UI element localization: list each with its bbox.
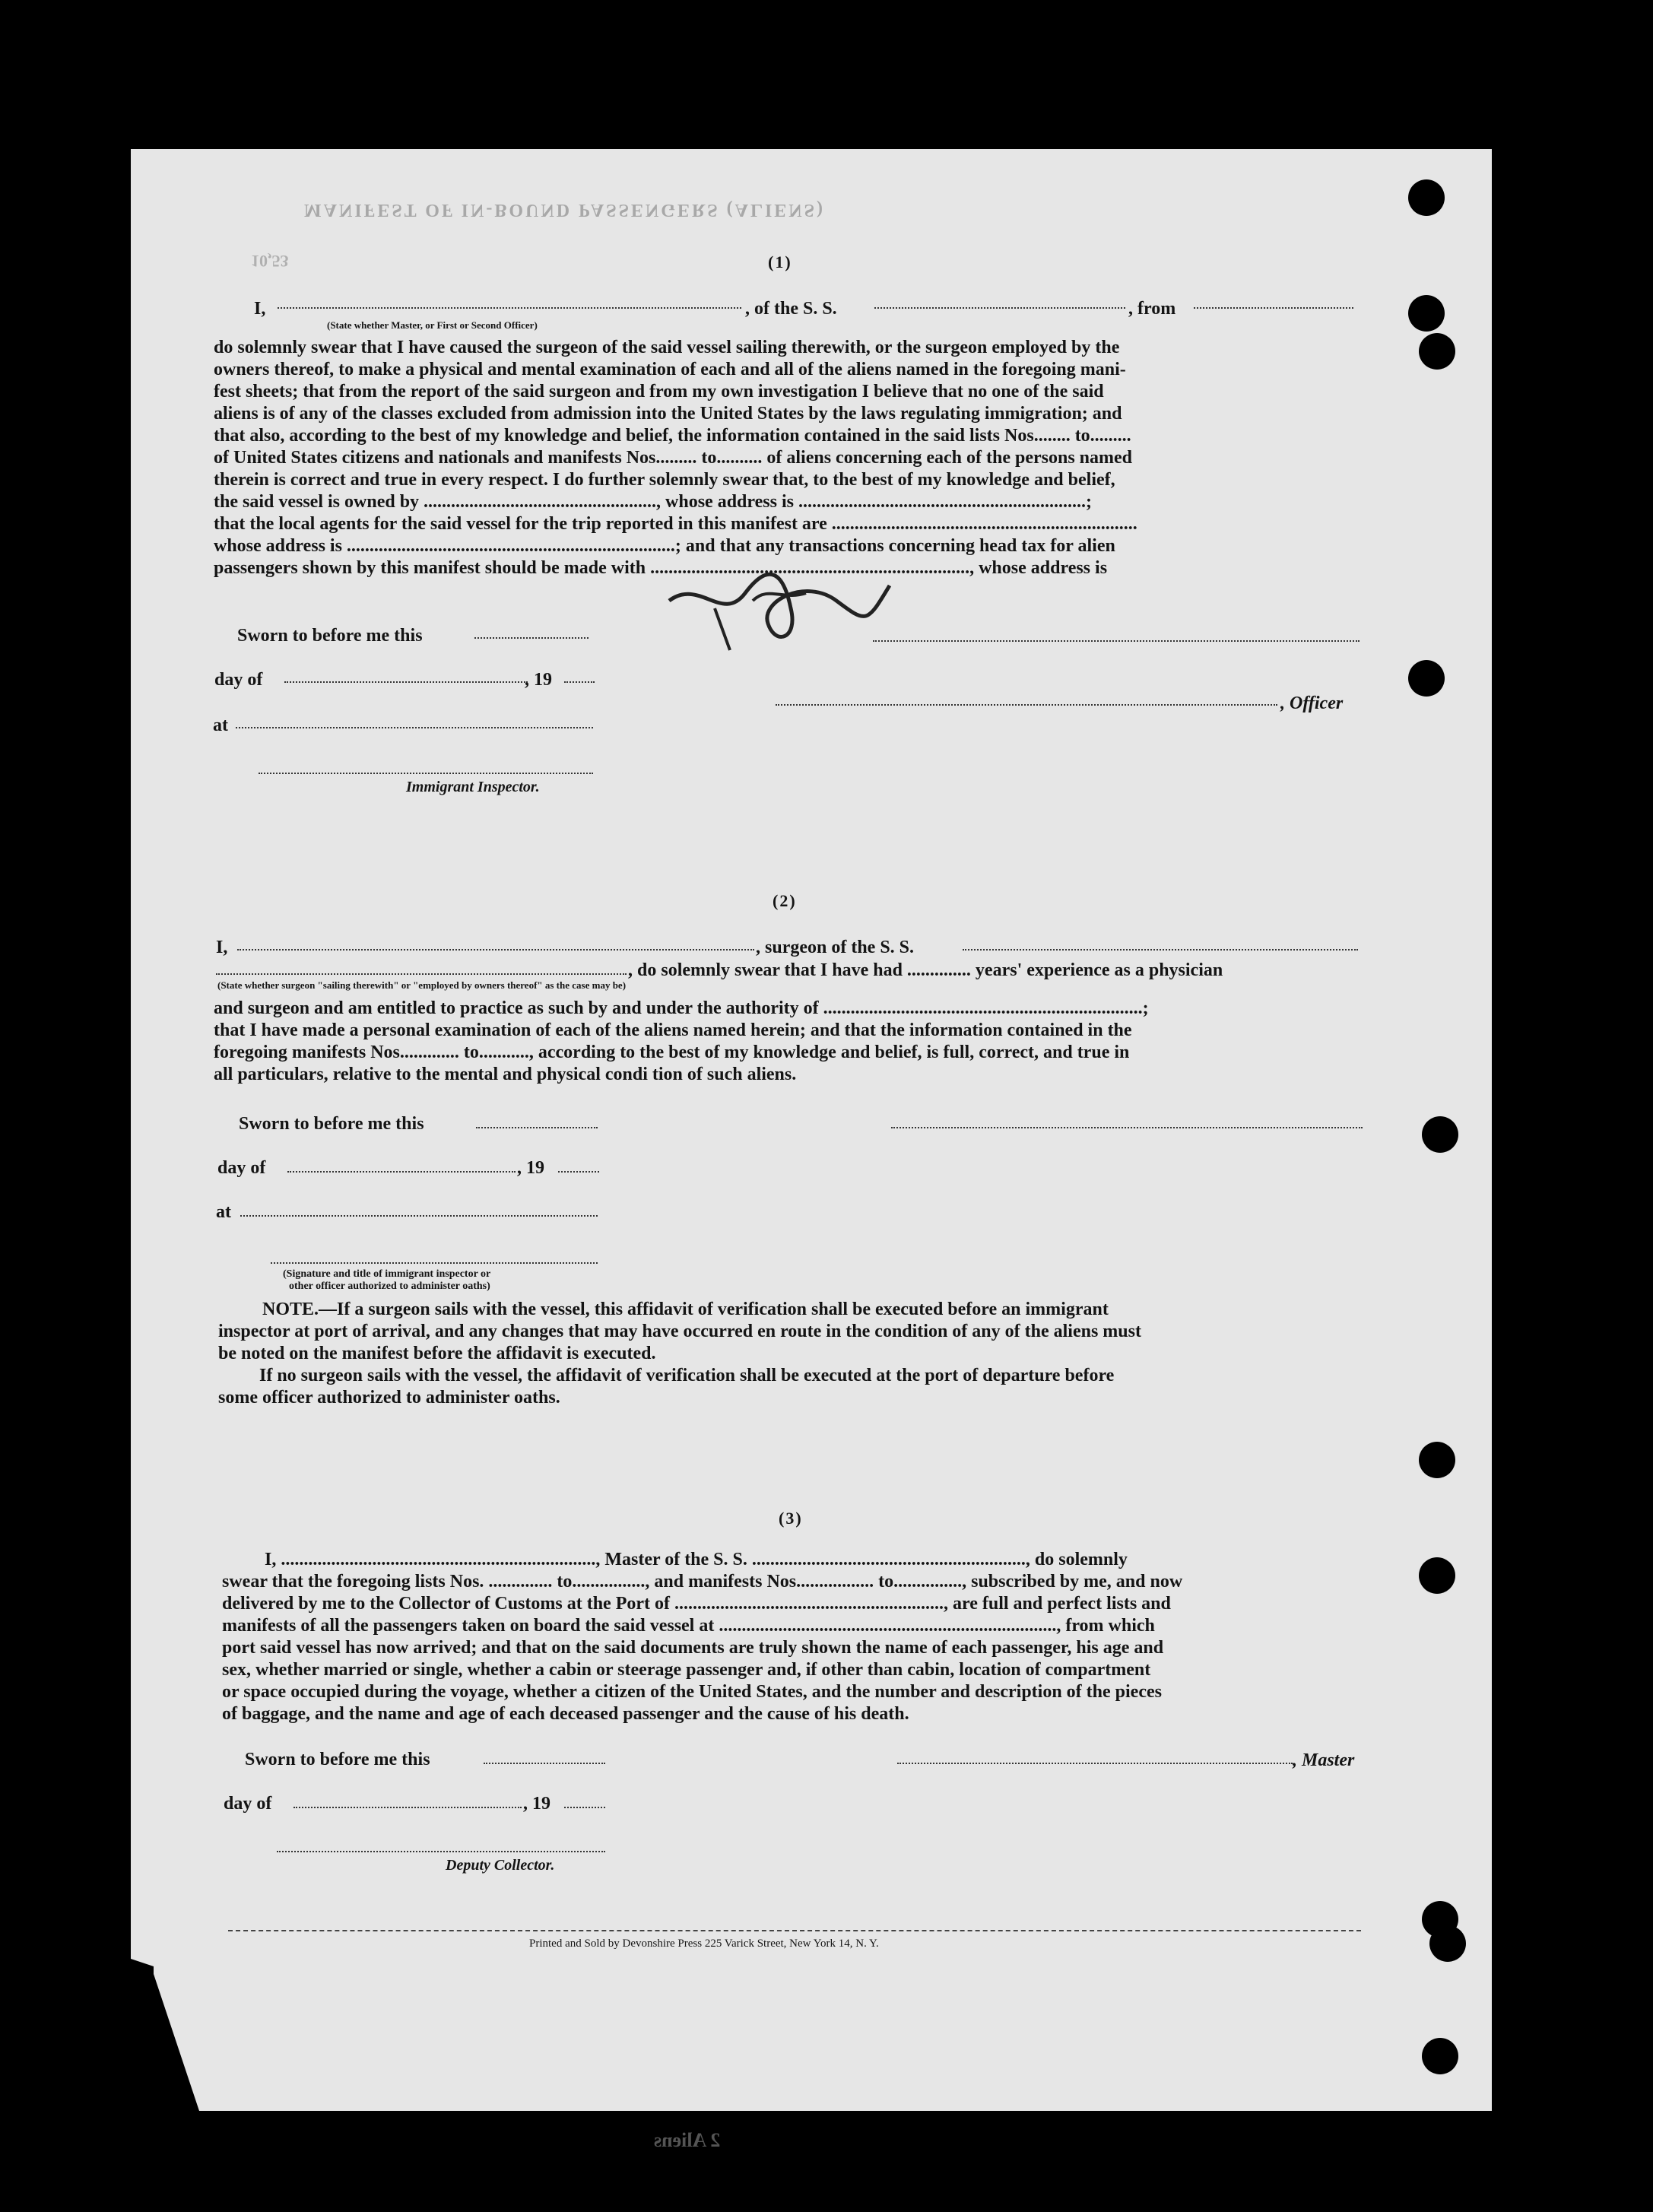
surgeon-of-label: , surgeon of the S. S. [756,938,915,957]
note-line: If no surgeon sails with the vessel, the affidavit of verification shall be executed at the port of departure before [259,1366,1115,1385]
note-line: be noted on the manifest before the affidavit is executed. [218,1344,656,1363]
s2-year-field[interactable] [558,1171,599,1173]
s3-year-label: , 19 [523,1794,550,1814]
section-2-number: (2) [773,891,797,910]
s2-line: foregoing manifests Nos............. to..........., according to the best of my knowledge and belief, is full, correct, and true in [214,1043,1130,1062]
s3-line: port said vessel has now arrived; and that on the said documents are truly shown the name of each passenger, his age and [222,1638,1164,1658]
s1-sworn-label: Sworn to before me this [237,626,423,646]
s1-inspector-caption: Immigrant Inspector. [406,779,540,795]
s2-line: all particulars, relative to the mental and physical condi tion of such aliens. [214,1065,797,1084]
s1-year-field[interactable] [564,681,595,683]
s1-line: the said vessel is owned by ..................................................., whose address is ...............................................................; [214,492,1092,512]
punch-hole [1408,660,1445,697]
s1-line: that also, according to the best of my knowledge and belief, the information contained in the said lists Nos........ to......... [214,426,1131,446]
s2-sworn-field[interactable] [476,1127,598,1128]
s2-sworn-label: Sworn to before me this [239,1114,424,1134]
s3-line: or space occupied during the voyage, whether a citizen of the United States, and the number and description of the pieces [222,1682,1162,1702]
s3-day-field[interactable] [293,1807,522,1808]
s3-master-field[interactable] [897,1763,1293,1764]
punch-hole [1419,1442,1455,1478]
s1-line: of United States citizens and nationals and manifests Nos......... to.......... of aliens concerning each of the persons named [214,448,1133,468]
s2-at-label: at [216,1202,231,1222]
punch-hole [1408,295,1445,332]
punch-hole [1408,179,1445,216]
section-2-lead: I, [216,938,228,957]
s2-signature-field[interactable] [891,1127,1363,1128]
s1-at-field[interactable] [236,727,593,728]
reversed-stamp: MANIFEST OF IN-BOUND PASSENGERS (ALIENS) [304,200,825,220]
s3-day-of-label: day of [224,1794,272,1814]
s2-day-of-label: day of [217,1158,266,1178]
section-1-lead: I, [254,299,266,319]
s1-line: therein is correct and true in every respect. I do further solemnly swear that, to the best of my knowledge and belief, [214,470,1115,490]
s2-day-field[interactable] [287,1171,516,1173]
surgeon-name-field[interactable] [237,949,754,950]
s1-line: owners thereof, to make a physical and mental examination of each and all of the aliens named in the foregoing mani- [214,360,1126,379]
s2-caption: (State whether surgeon "sailing therewith" or "employed by owners thereof" as the case may be) [217,979,627,991]
from-label: , from [1128,299,1176,319]
section-3-number: (3) [779,1509,803,1528]
surgeon-type-field[interactable] [216,973,627,975]
s1-sworn-field[interactable] [474,637,589,639]
punch-hole [1419,1557,1455,1594]
s1-at-label: at [213,716,228,735]
s1-line: that the local agents for the said vessel for the trip reported in this manifest are ................................................................... [214,514,1137,534]
from-port-field[interactable] [1194,307,1353,309]
vessel-name-field[interactable] [874,307,1125,309]
note-paragraph [218,1299,1366,1409]
punch-hole [1419,333,1455,370]
s3-line: swear that the foregoing lists Nos. .............. to................, and manifests Nos................. to..............., subscribed by me, and now [222,1572,1183,1592]
of-ss-label: , of the S. S. [745,299,837,319]
punch-hole [1429,1925,1466,1962]
s1-day-of-label: day of [214,670,263,690]
section-2-body [214,998,1362,1086]
s3-deputy-caption: Deputy Collector. [446,1857,555,1874]
s3-line: manifests of all the passengers taken on board the said vessel at .........................................................................., from which [222,1616,1155,1636]
s1-officer-label: , Officer [1280,693,1344,713]
s2-line: that I have made a personal examination of each of the aliens named herein; and that the information contained in the [214,1020,1132,1040]
s3-deputy-sig-field[interactable] [277,1851,605,1852]
s2-inspector-sig-field[interactable] [271,1262,598,1264]
s3-sworn-field[interactable] [484,1763,605,1764]
s3-master-label: , Master [1293,1750,1355,1770]
s1-line: aliens is of any of the classes excluded from admission into the United States by the laws regulating immigration; and [214,404,1122,424]
s3-line: sex, whether married or single, whether a cabin or steerage passenger and, if other than cabin, location of compartment [222,1660,1151,1680]
s3-line: of baggage, and the name and age of each deceased passenger and the cause of his death. [222,1704,909,1724]
role-caption: (State whether Master, or First or Second Officer) [327,319,538,331]
punch-hole [1422,2038,1458,2074]
s1-officer-field[interactable] [776,704,1277,706]
s2-sig-caption-2: other officer authorized to administer oaths) [289,1281,490,1292]
s1-line: whose address is ........................................................................; and that any transactions concerning head tax for alien [214,536,1115,556]
note-line: inspector at port of arrival, and any changes that may have occurred en route in the condition of any of the aliens must [218,1322,1141,1341]
note-line: NOTE.—If a surgeon sails with the vessel, this affidavit of verification shall be executed before an immigrant [262,1300,1109,1319]
s3-line: delivered by me to the Collector of Customs at the Port of ..........................................................., are full and perfect lists and [222,1594,1171,1614]
s1-line: do solemnly swear that I have caused the surgeon of the said vessel sailing therewith, or the surgeon employed by the [214,338,1120,357]
footer-rule [228,1930,1361,1931]
s2-vessel-field[interactable] [963,949,1358,950]
s3-line: I, ....................................................................., Master of the S. S. ............................................................, do solemnly [265,1550,1128,1569]
note-line: some officer authorized to administer oaths. [218,1388,560,1407]
master-name-field[interactable] [278,307,741,309]
s2-at-field[interactable] [240,1215,598,1217]
s1-year-label: , 19 [525,670,552,690]
s1-inspector-sig-field[interactable] [259,773,593,774]
s1-line: passengers shown by this manifest should be made with ......................................................................, whose address is [214,558,1108,578]
s2-swear-line: , do solemnly swear that I have had .............. years' experience as a physician [628,960,1223,980]
s2-sig-caption-1: (Signature and title of immigrant inspector or [283,1268,491,1280]
back-text: 2 Aliens [654,2129,721,2151]
printer-credit: Printed and Sold by Devonshire Press 225 Varick Street, New York 14, N. Y. [529,1937,879,1950]
section-1-body [214,337,1362,579]
s1-day-field[interactable] [284,681,528,683]
s3-sworn-label: Sworn to before me this [245,1750,430,1769]
s1-officer-line-top[interactable] [873,640,1360,642]
punch-hole [1422,1116,1458,1153]
s3-year-field[interactable] [564,1807,605,1808]
section-3-body [222,1549,1370,1725]
section-1-number: (1) [768,252,792,271]
s2-line: and surgeon and am entitled to practice as such by and under the authority of ......................................................................; [214,998,1149,1018]
side-stamp: 10,53 [251,252,289,271]
s1-line: fest sheets; that from the report of the said surgeon and from my own investigation I believe that no one of the said [214,382,1104,401]
s2-year-label: , 19 [517,1158,544,1178]
